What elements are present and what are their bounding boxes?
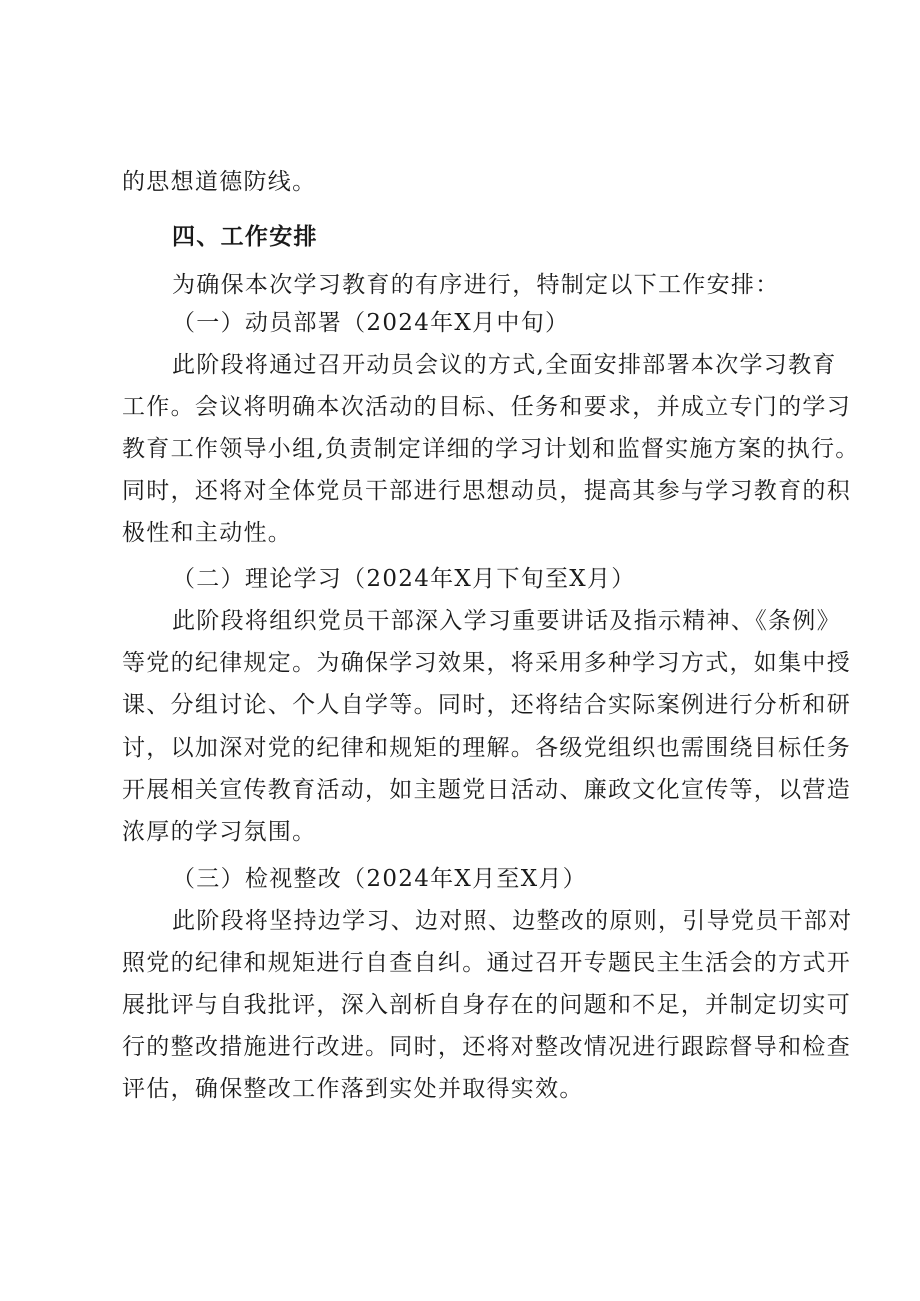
paragraph-line: 此阶段将通过召开动员会议的方式,全面安排部署本次学习教育	[172, 352, 837, 378]
paragraph-line: 行的整改措施进行改进。同时，还将对整改情况进行跟踪督导和检查	[122, 1034, 851, 1060]
subsection-title-1: （一）动员部署（2024年X月中旬）	[172, 310, 570, 336]
paragraph-line: 评估，确保整改工作落到实处并取得实效。	[122, 1076, 584, 1102]
section-heading: 四、工作安排	[172, 224, 318, 250]
paragraph-line: 开展相关宣传教育活动，如主题党日活动、廉政文化宣传等，以营造	[122, 777, 851, 803]
paragraph-line: 照党的纪律和规矩进行自查自纠。通过召开专题民主生活会的方式开	[122, 950, 851, 976]
paragraph-line: 此阶段将坚持边学习、边对照、边整改的原则，引导党员干部对	[172, 908, 853, 934]
paragraph-line: 等党的纪律规定。为确保学习效果，将采用多种学习方式，如集中授	[122, 650, 851, 676]
paragraph-line: 教育工作领导小组,负责制定详细的学习计划和监督实施方案的执行。	[122, 436, 860, 462]
paragraph-line: 展批评与自我批评，深入剖析自身存在的问题和不足，并制定切实可	[122, 992, 851, 1018]
paragraph-line: 工作。会议将明确本次活动的目标、任务和要求，并成立专门的学习	[122, 394, 851, 420]
subsection-title-2: （二）理论学习（2024年X月下旬至X月）	[172, 566, 636, 592]
paragraph-line: 的思想道德防线。	[122, 169, 317, 195]
paragraph-line: 极性和主动性。	[122, 520, 293, 546]
paragraph-line: 课、分组讨论、个人自学等。同时，还将结合实际案例进行分析和研	[122, 692, 851, 718]
paragraph-line: 讨，以加深对党的纪律和规矩的理解。各级党组织也需围绕目标任务	[122, 735, 851, 761]
paragraph-line: 同时，还将对全体党员干部进行思想动员，提高其参与学习教育的积	[122, 478, 851, 504]
paragraph-line: 此阶段将组织党员干部深入学习重要讲话及指示精神、《条例》	[172, 608, 841, 634]
subsection-title-3: （三）检视整改（2024年X月至X月）	[172, 866, 587, 892]
paragraph-line: 浓厚的学习氛围。	[122, 819, 317, 845]
intro-paragraph: 为确保本次学习教育的有序进行，特制定以下工作安排：	[172, 272, 780, 298]
